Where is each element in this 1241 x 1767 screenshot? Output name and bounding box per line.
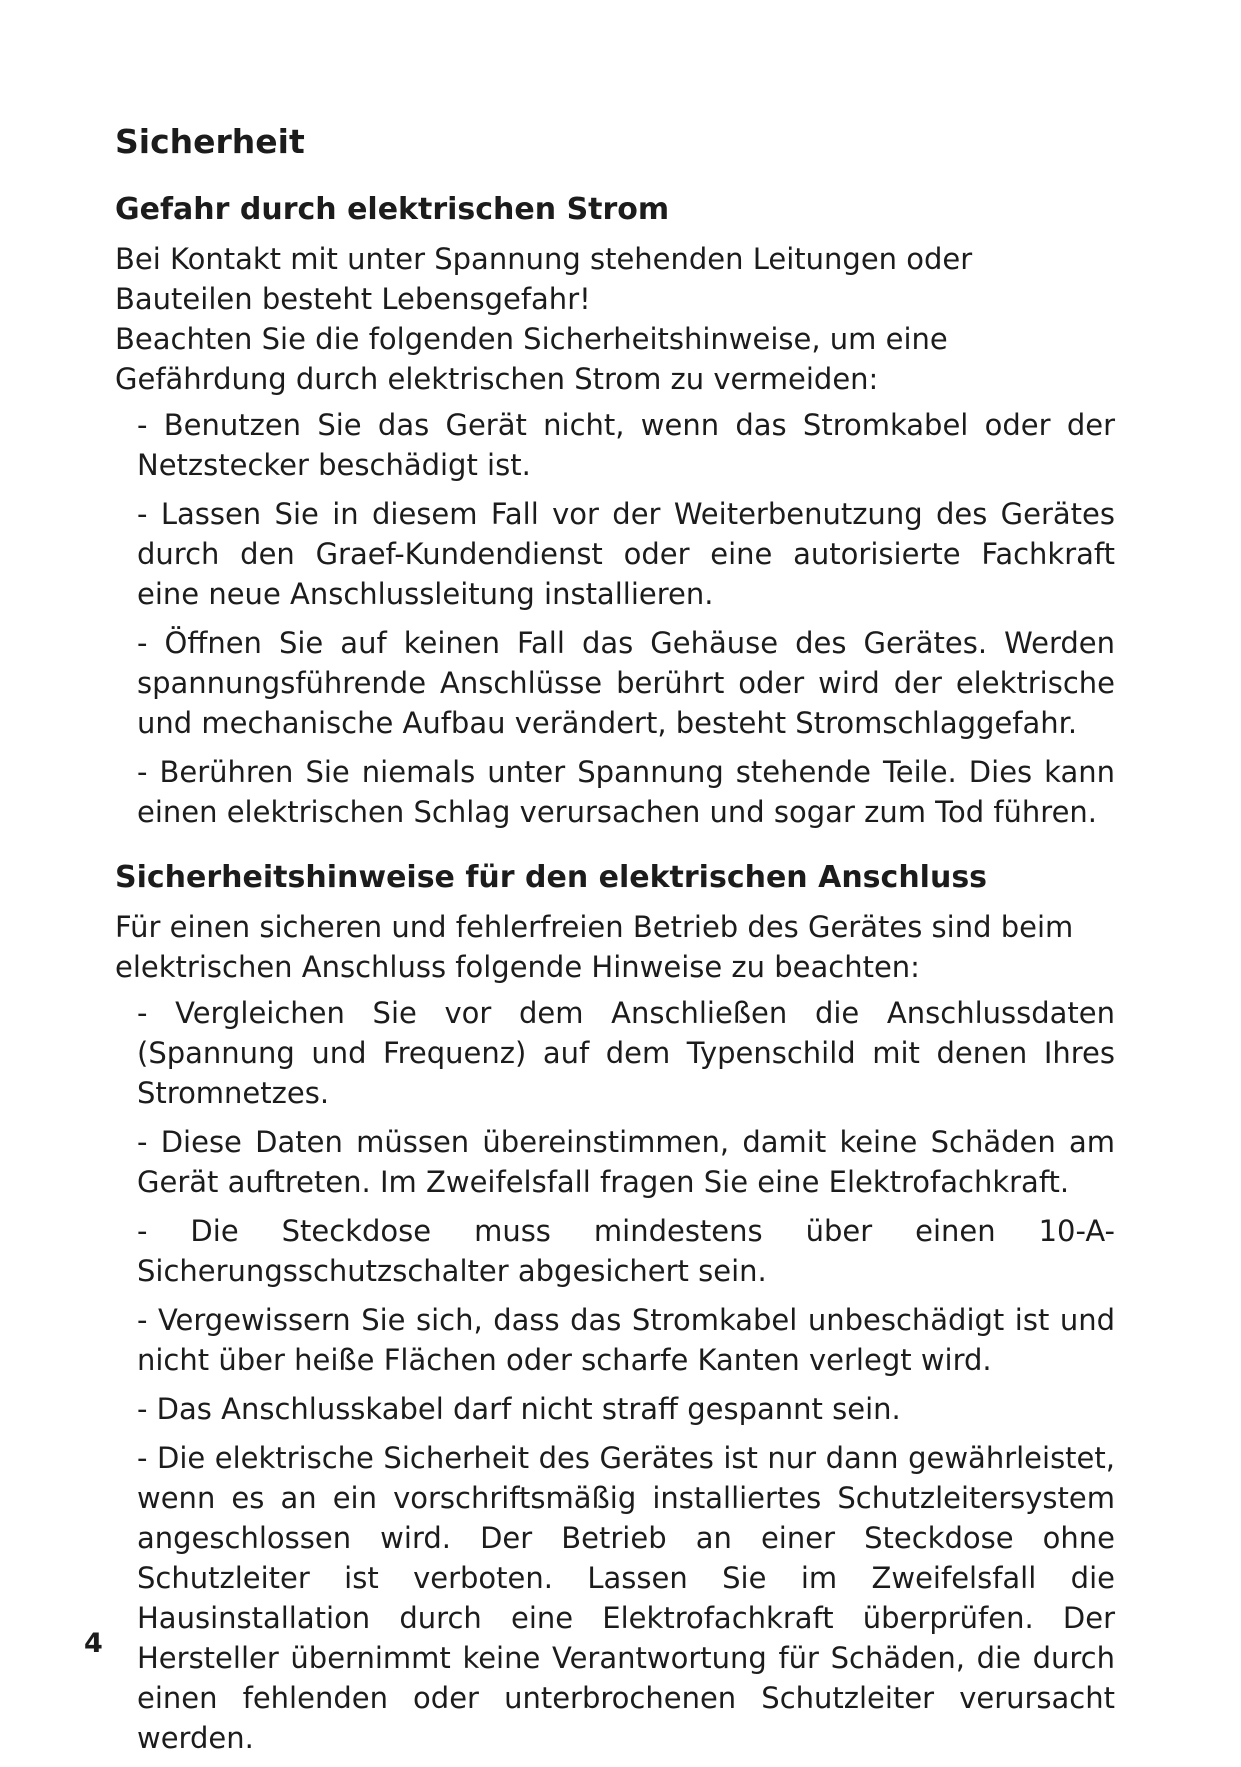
intro-paragraph: Beachten Sie die folgenden Sicherheitshinweise, um eine Gefährdung durch elektrischen Strom zu vermeiden: <box>115 321 948 396</box>
list-item: - Lassen Sie in diesem Fall vor der Weiterbenutzung des Gerätes durch den Graef-Kundendienst oder eine autorisierte Fachkraft eine neue Anschlussleitung installieren. <box>137 496 1115 611</box>
intro-paragraph: Bei Kontakt mit unter Spannung stehenden Leitungen oder Bauteilen besteht Lebensgefahr! <box>115 241 973 316</box>
section-electrical-danger <box>115 190 1115 832</box>
list-item: - Die Steckdose muss mindestens über einen 10-A-Sicherungsschutzschalter abgesichert sein. <box>137 1213 1115 1288</box>
intro-paragraph: Für einen sicheren und fehlerfreien Betrieb des Gerätes sind beim elektrischen Anschluss folgende Hinweise zu beachten: <box>115 909 1074 984</box>
list-item: - Die elektrische Sicherheit des Gerätes ist nur dann gewährleistet, wenn es an ein vorschriftsmäßig installiertes Schutzleitersystem angeschlossen wird. Der Betrieb an einer Steckdose ohne Schutzleiter ist verboten. Lassen Sie im Zweifelsfall die Hausinstallation durch eine Elektrofachkraft überprüfen. Der Hersteller übernimmt keine Verantwortung für Schäden, die durch einen fehlenden oder unterbrochenen Schutzleiter verursacht werden. <box>137 1440 1115 1755</box>
section-electrical-connection <box>115 858 1115 1758</box>
list-item: - Öffnen Sie auf keinen Fall das Gehäuse des Gerätes. Werden spannungsführende Anschlüsse berührt oder wird der elektrische und mechanische Aufbau verändert, besteht Stromschlaggefahr. <box>137 625 1115 740</box>
list-item: - Diese Daten müssen übereinstimmen, damit keine Schäden am Gerät auftreten. Im Zweifelsfall fragen Sie eine Elektrofachkraft. <box>137 1124 1115 1199</box>
safety-list <box>115 405 1115 832</box>
page-number: 4 <box>84 1628 103 1659</box>
document-page <box>115 122 1115 1767</box>
list-item: - Vergewissern Sie sich, dass das Stromkabel unbeschädigt ist und nicht über heiße Flächen oder scharfe Kanten verlegt wird. <box>137 1302 1115 1377</box>
safety-list <box>115 993 1115 1758</box>
list-item: - Vergleichen Sie vor dem Anschließen die Anschlussdaten (Spannung und Frequenz) auf dem Typenschild mit denen Ihres Stromnetzes. <box>137 995 1115 1110</box>
section-heading: Gefahr durch elektrischen Strom <box>115 191 670 227</box>
list-item: - Benutzen Sie das Gerät nicht, wenn das Stromkabel oder der Netzstecker beschädigt ist. <box>137 407 1115 482</box>
list-item: - Das Anschlusskabel darf nicht straff gespannt sein. <box>137 1391 901 1426</box>
page-title: Sicherheit <box>115 122 305 161</box>
list-item: - Berühren Sie niemals unter Spannung stehende Teile. Dies kann einen elektrischen Schlag verursachen und sogar zum Tod führen. <box>137 754 1115 829</box>
section-heading: Sicherheitshinweise für den elektrischen Anschluss <box>115 859 988 895</box>
